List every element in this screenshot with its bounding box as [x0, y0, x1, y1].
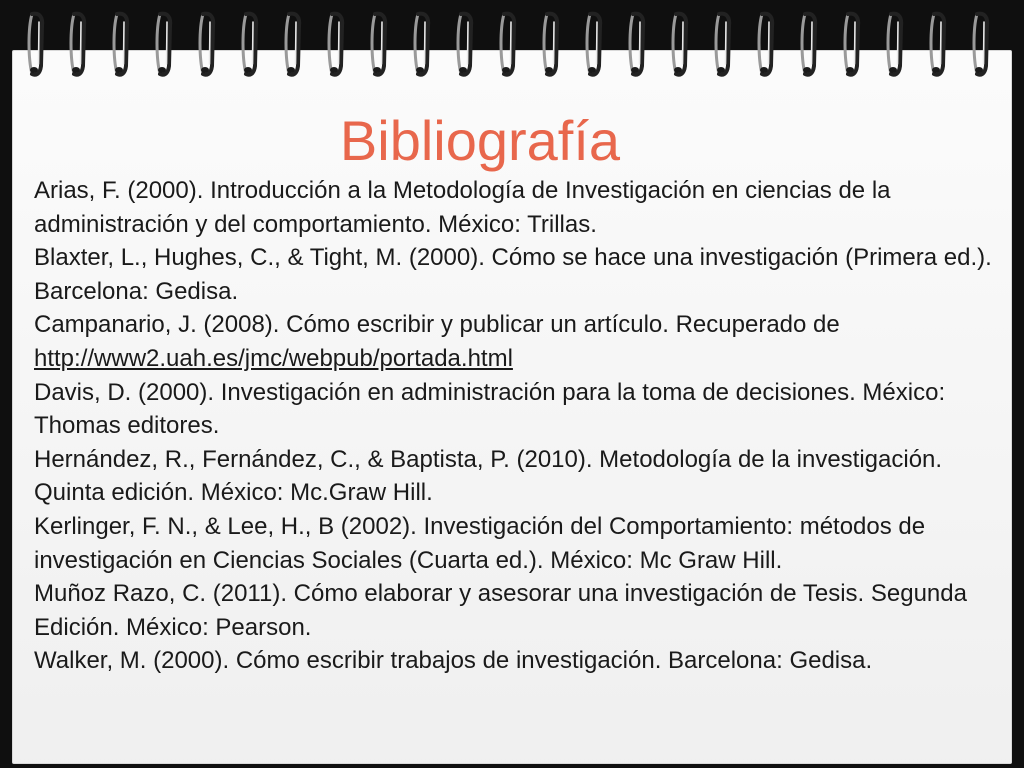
spiral-coil-graphic — [756, 8, 778, 80]
reference-item — [34, 443, 1019, 510]
reference-item — [34, 577, 1019, 644]
spiral-coil-icon — [68, 8, 90, 80]
reference-text: Walker, M. (2000). Cómo escribir trabajos de investigación. Barcelona: Gedisa. — [34, 647, 873, 675]
spiral-coil-graphic — [154, 8, 176, 80]
page-title — [0, 108, 1024, 173]
spiral-coil-icon — [971, 8, 993, 80]
spiral-coil-icon — [240, 8, 262, 80]
spiral-coil-graphic — [283, 8, 305, 80]
spiral-coil-icon — [713, 8, 735, 80]
spiral-coil-icon — [26, 8, 48, 80]
spiral-coil-icon — [326, 8, 348, 80]
spiral-coil-icon — [799, 8, 821, 80]
spiral-coil-graphic — [670, 8, 692, 80]
spiral-coil-icon — [627, 8, 649, 80]
reference-item — [34, 308, 1019, 375]
spiral-coil-graphic — [240, 8, 262, 80]
reference-text: Arias, F. (2000). Introducción a la Metodología de Investigación en ciencias de la administración y del comportamiento. México: Trillas. — [34, 177, 891, 238]
page-title-text: Bibliografía — [339, 109, 621, 172]
spiral-coil-graphic — [541, 8, 563, 80]
reference-item — [34, 644, 1019, 678]
spiral-coil-graphic — [971, 8, 993, 80]
spiral-coil-graphic — [627, 8, 649, 80]
spiral-coil-graphic — [455, 8, 477, 80]
spiral-coil-graphic — [326, 8, 348, 80]
spiral-coil-icon — [541, 8, 563, 80]
spiral-coil-icon — [111, 8, 133, 80]
reference-item — [34, 376, 1019, 443]
spiral-coil-graphic — [842, 8, 864, 80]
spiral-coil-graphic — [197, 8, 219, 80]
spiral-coil-icon — [154, 8, 176, 80]
spiral-coil-icon — [412, 8, 434, 80]
spiral-coil-graphic — [111, 8, 133, 80]
spiral-coil-icon — [842, 8, 864, 80]
spiral-coil-graphic — [885, 8, 907, 80]
spiral-coil-icon — [584, 8, 606, 80]
spiral-coil-icon — [455, 8, 477, 80]
spiral-coil-graphic — [799, 8, 821, 80]
spiral-coil-graphic — [369, 8, 391, 80]
spiral-coil-icon — [670, 8, 692, 80]
spiral-coil-icon — [885, 8, 907, 80]
reference-text: Kerlinger, F. N., & Lee, H., B (2002). Investigación del Comportamiento: métodos de investigación en Ciencias Sociales (Cuarta ed.). México: Mc Graw Hill. — [34, 512, 926, 574]
spiral-coil-icon — [197, 8, 219, 80]
spiral-coil-graphic — [928, 8, 950, 80]
spiral-coil-graphic — [713, 8, 735, 80]
reference-list — [34, 174, 1019, 678]
spiral-coil-graphic — [584, 8, 606, 80]
spiral-coil-icon — [369, 8, 391, 80]
reference-text: Hernández, R., Fernández, C., & Baptista, P. (2010). Metodología de la investigación. Quinta edición. México: Mc.Graw Hill. — [34, 445, 943, 507]
spiral-coil-graphic — [498, 8, 520, 80]
spiral-coil-icon — [756, 8, 778, 80]
reference-text: Muñoz Razo, C. (2011). Cómo elaborar y asesorar una investigación de Tesis. Segunda Edición. México: Pearson. — [34, 580, 967, 641]
reference-item — [34, 510, 1019, 577]
spiral-coil-icon — [498, 8, 520, 80]
reference-item — [34, 174, 1019, 241]
spiral-coil-icon — [928, 8, 950, 80]
reference-text: Blaxter, L., Hughes, C., & Tight, M. (2000). Cómo se hace una investigación (Primera ed.). Barcelona: Gedisa. — [34, 244, 992, 305]
spiral-coil-graphic — [412, 8, 434, 80]
reference-text: Campanario, J. (2008). Cómo escribir y publicar un artículo. Recuperado de — [34, 311, 840, 339]
spiral-coil-icon — [283, 8, 305, 80]
spiral-coil-graphic — [68, 8, 90, 80]
reference-text: Davis, D. (2000). Investigación en administración para la toma de decisiones. México: Thomas editores. — [34, 378, 946, 440]
spiral-coil-graphic — [26, 8, 48, 80]
reference-item — [34, 241, 1019, 308]
spiral-binding — [0, 0, 1024, 90]
reference-link[interactable]: http://www2.uah.es/jmc/webpub/portada.html — [34, 344, 513, 372]
